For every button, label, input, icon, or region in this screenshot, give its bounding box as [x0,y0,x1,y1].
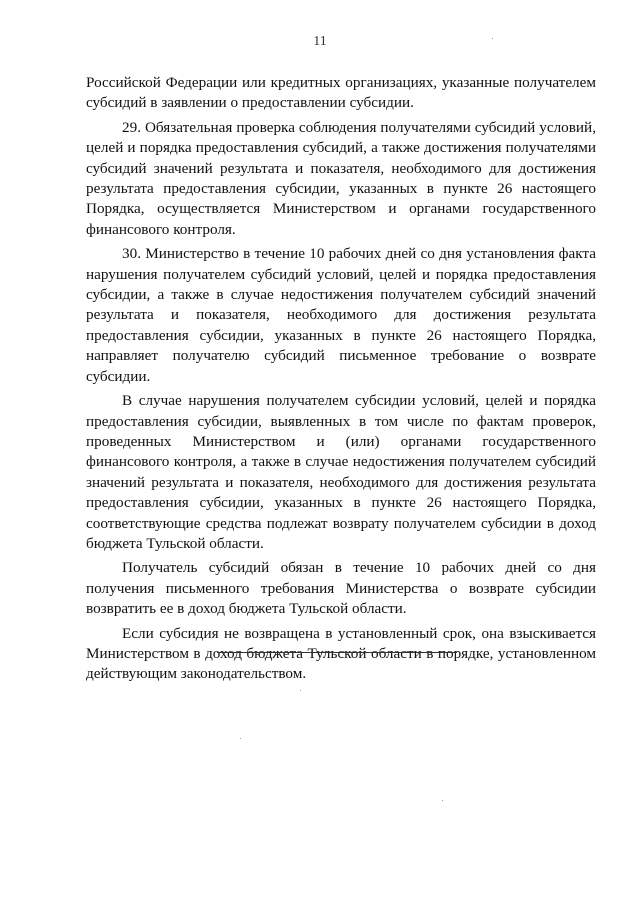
document-body [86,73,596,689]
scan-speck [442,800,443,801]
scan-speck [300,690,301,691]
paragraph-recovery: Если субсидия не возвращена в установленный срок, она взыскивается Министерством в доход бюджета Тульской области в порядке, установленном действующим законодательством. [86,624,596,683]
page-number: 11 [313,34,327,49]
paragraph-violation-case: В случае нарушения получателем субсидии условий, целей и порядка предоставления субсидии, выявленных в том числе по фактам проверок, проведенных Министерством и (или) органами государственного финансового контроля, а также в случае недостижения получателем субсидий значений результата и показателя, необходимого для достижения результата предоставления субсидии, указанных в пункте 26 настоящего Порядка, соответствующие средства подлежат возврату получателем субсидии в доход бюджета Тульской области. [86,392,596,552]
scan-speck [240,738,241,739]
paragraph-return-obligation: Получатель субсидий обязан в течение 10 рабочих дней со дня получения письменного требования Министерства о возврате субсидии возвратить ее в доход бюджета Тульской области. [86,559,596,618]
closing-rule [217,652,457,653]
paragraph-item-30: 30. Министерство в течение 10 рабочих дней со дня установления факта нарушения получателем субсидий условий, целей и порядка предоставления субсидии, а также в случае недостижения получателем субсидий значений результата и показателя, необходимого для достижения результата предоставления субсидии, указанных в пункте 26 настоящего Порядка, направляет получателю субсидий письменное требование о возврате субсидии. [86,245,596,385]
paragraph-item-29: 29. Обязательная проверка соблюдения получателями субсидий условий, целей и порядка предоставления субсидий, а также достижения получателями субсидий значений результата и показателя, необходимого для достижения результата предоставления субсидии, указанных в пункте 26 настоящего Порядка, осуществляется Министерством и органами государственного финансового контроля. [86,118,596,238]
paragraph-continuation: Российской Федерации или кредитных организациях, указанные получателем субсидий в заявлении о предоставлении субсидии. [86,74,596,112]
scan-speck [492,38,493,39]
